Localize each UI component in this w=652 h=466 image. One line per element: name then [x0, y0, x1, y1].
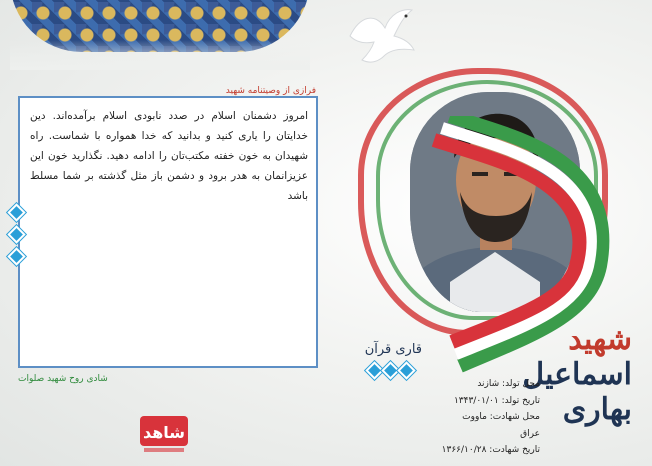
shahed-logo	[138, 412, 190, 456]
martyrdom-date: تاریخ شهادت: ۱۳۶۶/۱۰/۲۸	[441, 445, 540, 455]
will-title: فرازی از وصیتنامه شهید	[225, 86, 316, 96]
will-text: امروز دشمنان اسلام در صدد نابودی اسلام برآمده‌اند. دین خدایتان را یاری کنید و بدانید که خدا همواره با شماست. راه شهیدان به خون خفته مکتب‌تان را ادامه دهید. نگذارید خون این عزیزانمان به هدر برود و دشمن باز مثل گذشته بر شما مسلط باشد	[30, 110, 308, 202]
birth-date: تاریخ تولد: ۱۳۴۳/۰۱/۰۱	[453, 395, 540, 406]
martyr-info	[440, 376, 540, 459]
martyr-name: اسماعیل بهاری	[522, 357, 632, 427]
birth-place: محل تولد: شازند	[477, 379, 540, 389]
martyr-prefix: شهید	[568, 322, 632, 357]
salawat-footer: شادی روح شهید صلوات	[18, 374, 108, 384]
martyrdom-place: محل شهادت: ماووت عراق	[462, 412, 540, 439]
martyr-role: قاری قرآن	[364, 342, 422, 357]
diamond-ornament	[397, 361, 415, 379]
will-panel	[18, 96, 318, 368]
ornament-fade	[10, 40, 310, 70]
dove-icon	[340, 6, 420, 76]
logo-text: شاهد	[142, 423, 186, 442]
